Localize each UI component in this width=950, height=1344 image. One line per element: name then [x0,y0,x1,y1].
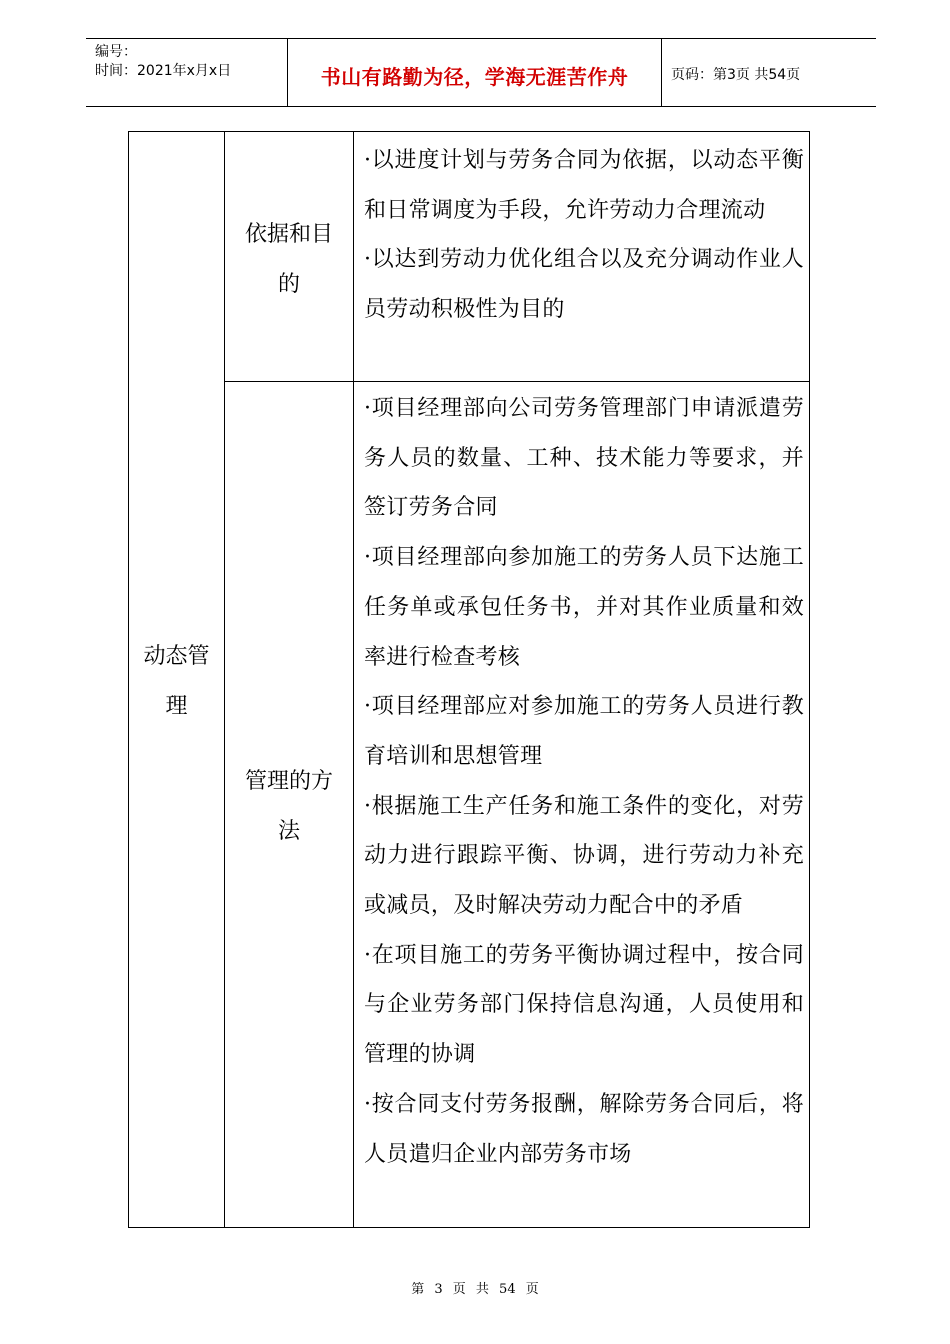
list-item: ·项目经理部向参加施工的劳务人员下达施工任务单或承包任务书，并对其作业质量和效率进行检查考核 [364,545,804,670]
header-motto: 书山有路勤为径，学海无涯苦作舟 [320,65,629,89]
section-label-management-method: 管理的方 法 [244,769,333,844]
list-item: ·按合同支付劳务报酬，解除劳务合同后，将人员遣归企业内部劳务市场 [364,1091,804,1167]
list-item: ·根据施工生产任务和施工条件的变化，对劳动力进行跟踪平衡、协调，进行劳动力补充或减员，及时解决劳动力配合中的矛盾 [364,793,804,919]
row-label-dynamic-management: 动态管 理 [143,644,210,719]
document-number-label: 编号： [95,44,137,60]
list-item: ·以达到劳动力优化组合以及充分调动作业人员劳动积极性为目的 [364,247,804,323]
header-meta [95,43,231,81]
page-header [86,38,876,107]
section-content-management-method [364,384,804,1179]
section-label-basis-and-purpose: 依据和目 的 [244,222,333,297]
list-item: ·在项目施工的劳务平衡协调过程中，按合同与企业劳务部门保持信息沟通，人员使用和管理的协调 [364,942,804,1068]
page-footer: 第 3 页 共 54 页 [411,1282,539,1297]
list-item: ·以进度计划与劳务合同为依据，以动态平衡和日常调度为手段，允许劳动力合理流动 [364,148,804,223]
header-divider [661,39,662,106]
document-time: 时间：2021年x月x日 [95,63,232,79]
list-item: ·项目经理部向公司劳务管理部门申请派遣劳务人员的数量、工种、技术能力等要求，并签订劳务合同 [364,396,804,521]
list-item: ·项目经理部应对参加施工的劳务人员进行教育培训和思想管理 [364,694,804,769]
table-row-divider [224,381,809,382]
table-column-divider [353,132,354,1227]
section-content-basis-and-purpose [364,136,804,335]
management-table [128,131,810,1228]
header-page-info: 页码：第3页 共54页 [671,67,801,83]
